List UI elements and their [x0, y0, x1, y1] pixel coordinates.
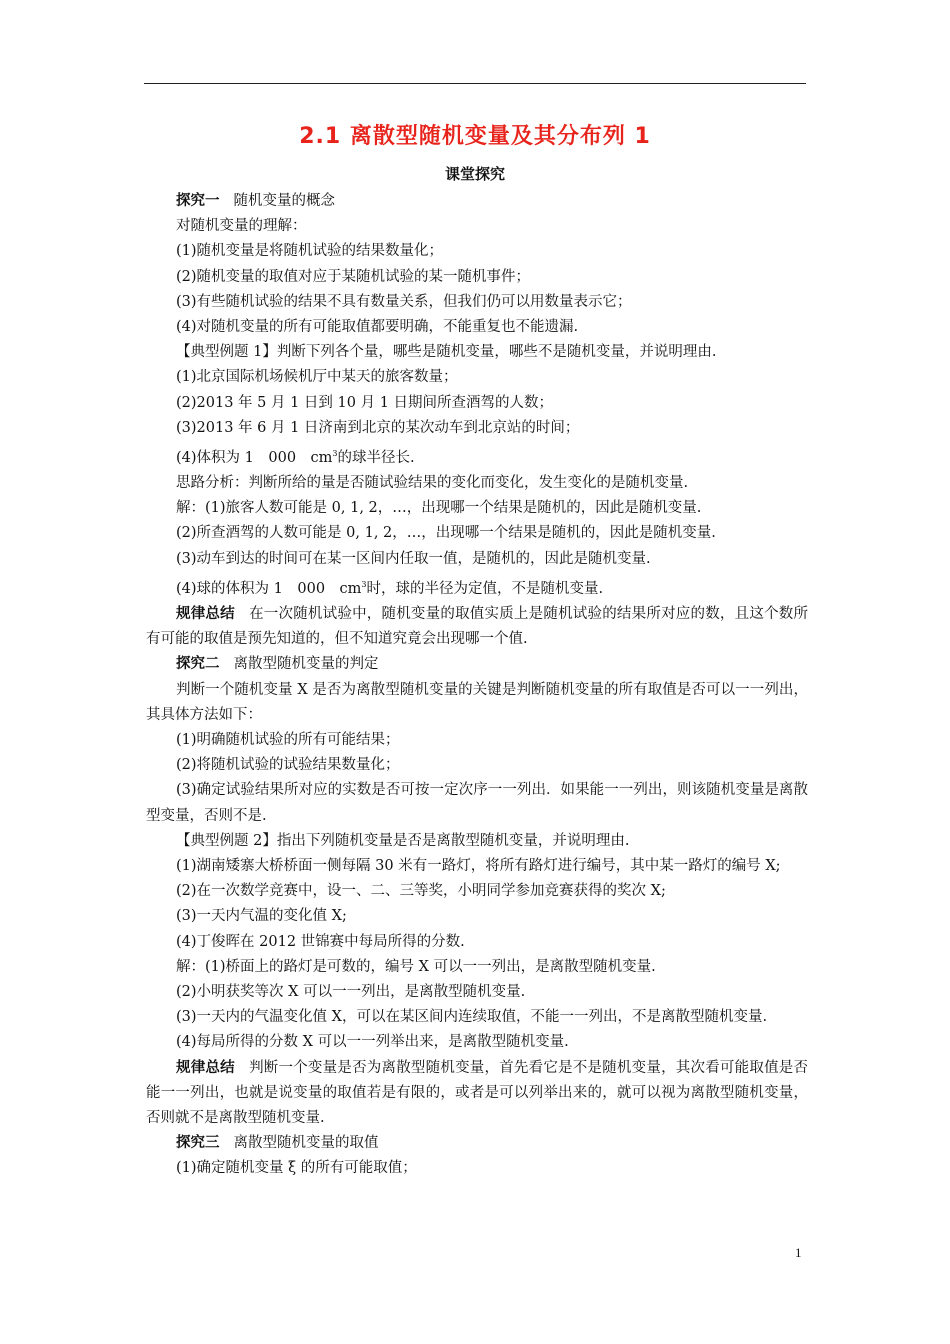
list-item: (2)在一次数学竞赛中，设一、二、三等奖，小明同学参加竞赛获得的奖次 X; — [176, 883, 666, 900]
solution-line: (4)每局所得的分数 X 可以一一列举出来，是离散型随机变量. — [176, 1034, 569, 1051]
list-item: (3)有些随机试验的结果不具有数量关系，但我们仍可以用数量表示它； — [176, 293, 632, 310]
list-item: (4)体积为 1 000 $cm^3$的球半径长. — [176, 449, 415, 466]
solution-line: (4)球的体积为 1 000 $cm^3$时，球的半径为定值，不是随机变量. — [176, 579, 604, 597]
solution-line: 解：(1)旅客人数可能是 0, 1, 2，…，出现哪一个结果是随机的，因此是随机变量. — [176, 500, 702, 517]
analysis-text: 思路分析：判断所给的量是否随试验结果的变化而变化，发生变化的是随机变量. — [176, 475, 689, 492]
document-title: 2.1 离散型随机变量及其分布列 1 — [299, 124, 651, 149]
list-item: (4)丁俊晖在 2012 世锦赛中每局所得的分数. — [176, 933, 465, 950]
rule-summary-1: 规律总结 在一次随机试验中，随机变量的取值实质上是随机试验的结果所对应的数，且这个数所有可能的取值是预先知道的，但不知道究竟会出现哪一个值. — [146, 605, 808, 648]
section-heading-2: 探究二 离散型随机变量的判定 — [176, 656, 379, 673]
list-item: (3)一天内气温的变化值 X; — [176, 908, 347, 925]
list-item: (2)2013 年 5 月 1 日到 10 月 1 日期间所查酒驾的人数； — [176, 394, 554, 411]
list-item: (1)随机变量是将随机试验的结果数量化； — [176, 243, 444, 260]
list-item: (2)随机变量的取值对应于某随机试验的某一随机事件； — [176, 268, 531, 285]
solution-line: 解：(1)桥面上的路灯是可数的，编号 X 可以一一列出，是离散型随机变量. — [176, 958, 656, 975]
solution-line: (3)一天内的气温变化值 X，可以在某区间内连续取值，不能一一列出，不是离散型随机变量. — [176, 1009, 768, 1026]
list-item: (2)将随机试验的试验结果数量化； — [176, 757, 400, 774]
paragraph: 对随机变量的理解： — [176, 218, 307, 235]
paragraph: 判断一个随机变量 X 是否为离散型随机变量的关键是判断随机变量的所有取值是否可以一一列出，其具体方法如下： — [146, 681, 808, 723]
list-item: (1)明确随机试验的所有可能结果； — [176, 731, 400, 748]
section-heading-3: 探究三 离散型随机变量的取值 — [176, 1135, 379, 1152]
list-item: (1)北京国际机场候机厅中某天的旅客数量； — [176, 369, 458, 386]
document-body — [146, 189, 808, 1182]
list-item: (3)确定试验结果所对应的实数是否可按一定次序一一列出．如果能一一列出，则该随机变量是离散型变量，否则不是. — [146, 782, 808, 824]
list-item: (1)确定随机变量 ξ 的所有可能取值； — [176, 1160, 417, 1177]
list-item: (1)湖南矮寨大桥桥面一侧每隔 30 米有一路灯，将所有路灯进行编号，其中某一路灯的编号 X; — [176, 857, 781, 874]
page-number: 1 — [795, 1245, 802, 1260]
rule-summary-2: 规律总结 判断一个变量是否为离散型随机变量，首先看它是不是随机变量，其次看可能取值是否能一一列出，也就是说变量的取值若是有限的，或者是可以列举出来的，就可以视为离散型随机变量，否则就不是离散型随机变量. — [146, 1059, 808, 1126]
solution-line: (2)小明获奖等次 X 可以一一列出，是离散型随机变量. — [176, 983, 526, 1000]
header-rule — [144, 83, 806, 84]
list-item: (3)2013 年 6 月 1 日济南到北京的某次动车到北京站的时间； — [176, 419, 580, 436]
example-1-statement: 【典型例题 1】判断下列各个量，哪些是随机变量，哪些不是随机变量，并说明理由. — [176, 344, 717, 361]
section-subtitle: 课堂探究 — [444, 165, 505, 183]
solution-line: (3)动车到达的时间可在某一区间内任取一值，是随机的，因此是随机变量. — [176, 550, 651, 567]
list-item: (4)对随机变量的所有可能取值都要明确，不能重复也不能遗漏. — [176, 319, 579, 336]
solution-line: (2)所查酒驾的人数可能是 0, 1, 2，…，出现哪一个结果是随机的，因此是随机变量. — [176, 525, 716, 542]
section-heading-1: 探究一 随机变量的概念 — [176, 193, 335, 209]
example-2-statement: 【典型例题 2】指出下列随机变量是否是离散型随机变量，并说明理由. — [176, 832, 630, 849]
